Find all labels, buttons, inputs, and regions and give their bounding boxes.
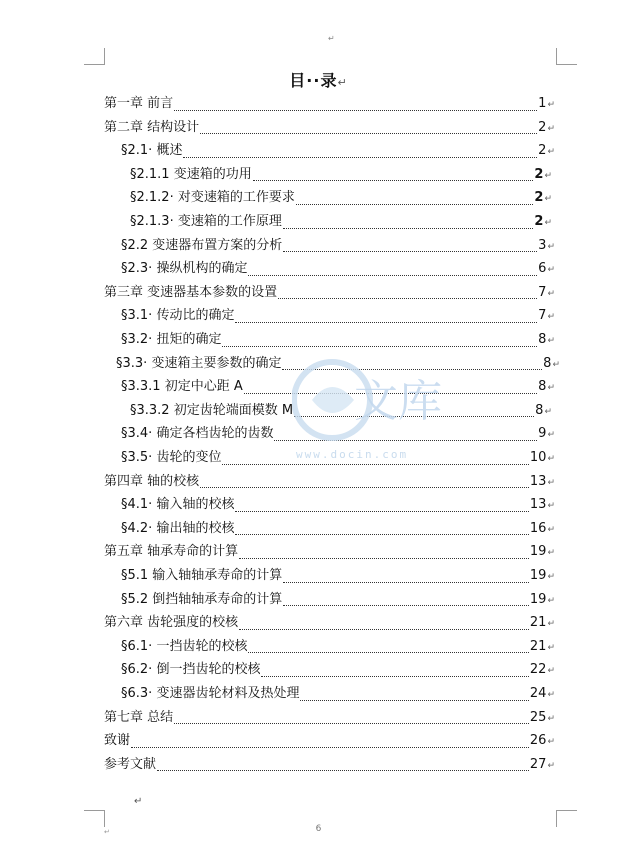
toc-leader-dots — [261, 664, 528, 677]
toc-entry[interactable] — [104, 731, 555, 751]
toc-leader-dots — [131, 735, 529, 748]
toc-entry-page: 2 — [534, 190, 544, 206]
toc-entry-label: 参考文献 — [104, 756, 157, 772]
paragraph-mark: ↵ — [547, 288, 555, 299]
paragraph-mark: ↵ — [547, 595, 555, 606]
toc-entry-label: §2.2 变速器布置方案的分析 — [121, 237, 283, 253]
toc-entry[interactable] — [121, 424, 555, 444]
paragraph-mark: ↵ — [337, 76, 348, 89]
toc-entry-label: 致谢 — [104, 733, 131, 749]
toc-leader-dots — [239, 546, 529, 559]
margin-corner-top-right — [556, 48, 577, 65]
toc-entry[interactable] — [121, 519, 555, 539]
paragraph-mark: ↵ — [547, 454, 555, 464]
toc-leader-dots — [183, 145, 537, 158]
toc-entry-page: 2 — [538, 143, 547, 159]
toc-leader-dots — [235, 522, 528, 535]
toc-entry-label: §3.5· 齿轮的变位 — [121, 450, 222, 465]
toc-leader-dots — [283, 593, 529, 606]
toc-entry-page: 7 — [538, 284, 547, 300]
toc-entry-page: 13 — [529, 497, 547, 513]
paragraph-mark: ↵ — [547, 477, 555, 488]
paragraph-mark: ↵ — [547, 501, 555, 512]
toc-entry-page: 19 — [529, 591, 547, 607]
toc-entry[interactable] — [130, 401, 552, 421]
paragraph-mark: ↵ — [547, 241, 555, 252]
watermark-text: 文库 — [354, 376, 442, 427]
toc-entry[interactable] — [121, 141, 555, 161]
toc-entry-page: 10 — [529, 450, 547, 465]
toc-entry-page: 21 — [529, 638, 547, 654]
toc-leader-dots — [283, 239, 537, 252]
toc-entry-label: §5.1 输入轴轴承寿命的计算 — [121, 568, 283, 583]
toc-entry[interactable] — [104, 94, 555, 114]
paragraph-mark: ↵ — [544, 406, 552, 417]
toc-leader-dots — [235, 499, 528, 512]
paragraph-mark: ↵ — [552, 359, 560, 370]
toc-entry-page: 16 — [529, 520, 547, 536]
toc-leader-dots — [296, 192, 534, 205]
toc-entry-page: 26 — [529, 733, 547, 749]
paragraph-mark: ↵ — [547, 265, 555, 276]
toc-entry[interactable] — [121, 566, 555, 586]
toc-entry-label: §6.3· 变速器齿轮材料及热处理 — [121, 686, 300, 701]
paragraph-mark: ↵ — [547, 548, 555, 559]
toc-entry-label: §3.3.2 初定齿轮端面模数 M — [130, 402, 294, 418]
toc-entry-label: §4.2· 输出轴的校核 — [121, 520, 235, 536]
paragraph-mark: ↵ — [547, 572, 555, 582]
toc-leader-dots — [283, 570, 529, 583]
toc-entry[interactable] — [121, 448, 555, 468]
toc-leader-dots — [244, 381, 537, 394]
toc-leader-dots — [174, 711, 529, 724]
toc-leader-dots — [274, 428, 537, 441]
paragraph-mark: ↵ — [544, 218, 552, 228]
toc-leader-dots — [282, 357, 542, 370]
toc-entry-label: §2.1.2· 对变速箱的工作要求 — [130, 190, 295, 206]
toc-entry-label: §6.1· 一挡齿轮的校核 — [121, 638, 248, 654]
toc-entry-page: 7 — [538, 308, 547, 324]
toc-entry[interactable] — [104, 118, 555, 138]
toc-entry[interactable] — [121, 495, 555, 515]
paragraph-mark: ↵ — [547, 690, 555, 700]
toc-entry-page: 13 — [529, 473, 547, 489]
toc-leader-dots — [222, 452, 528, 465]
toc-entry-label: §3.2· 扭矩的确定 — [121, 332, 222, 347]
toc-entry[interactable] — [121, 590, 555, 610]
toc-entry-label: 第七章 总结 — [104, 709, 174, 725]
paragraph-mark: ↵ — [547, 713, 555, 724]
end-paragraph-mark: ↵ — [134, 796, 143, 807]
paragraph-mark: ↵ — [547, 619, 555, 630]
toc-leader-dots — [174, 98, 537, 111]
toc-entry-page: 9 — [538, 426, 547, 442]
toc-entry[interactable] — [104, 613, 555, 633]
toc-entry[interactable] — [121, 236, 555, 256]
toc-entry-label: §3.3· 变速箱主要参数的确定 — [116, 355, 282, 371]
toc-leader-dots — [248, 640, 528, 653]
toc-entry-label: §3.3.1 初定中心距 A — [121, 379, 243, 395]
toc-entry-label: 第三章 变速器基本参数的设置 — [104, 284, 278, 300]
toc-entry-page: 2 — [538, 119, 547, 135]
toc-entry-label: 第二章 结构设计 — [104, 119, 200, 135]
toc-entry-page: 8 — [538, 379, 547, 395]
toc-entry[interactable] — [104, 472, 555, 492]
toc-entry-page: 19 — [529, 568, 547, 583]
toc-entry-label: §2.3· 操纵机构的确定 — [121, 261, 248, 277]
toc-entry[interactable] — [121, 684, 555, 704]
toc-leader-dots — [157, 758, 529, 771]
toc-entry-label: 第四章 轴的校核 — [104, 473, 200, 489]
toc-entry-page: 1 — [538, 96, 547, 111]
toc-entry[interactable] — [130, 165, 552, 185]
toc-entry-label: §4.1· 输入轴的校核 — [121, 497, 235, 513]
toc-entry-page: 22 — [529, 662, 547, 678]
footer-edge-mark: ↵ — [104, 828, 110, 836]
paragraph-mark: ↵ — [547, 123, 555, 134]
toc-leader-dots — [235, 310, 537, 323]
toc-entry-page: 8 — [538, 332, 547, 347]
toc-entry-label: 第五章 轴承寿命的计算 — [104, 544, 239, 560]
toc-entry-label: §2.1· 概述 — [121, 143, 183, 159]
toc-entry[interactable] — [121, 637, 555, 657]
toc-entry-label: §2.1.3· 变速箱的工作原理 — [130, 214, 282, 229]
toc-title-text: 目··录 — [289, 71, 338, 90]
paragraph-mark: ↵ — [547, 383, 555, 394]
toc-entry-page: 2 — [534, 166, 544, 182]
toc-leader-dots — [253, 168, 534, 181]
toc-entry-page: 8 — [535, 402, 544, 418]
toc-entry[interactable] — [130, 212, 552, 232]
toc-entry[interactable] — [121, 306, 555, 326]
toc-leader-dots — [200, 475, 529, 488]
toc-entry-page: 2 — [534, 214, 544, 229]
toc-leader-dots — [300, 688, 528, 701]
toc-entry-page: 27 — [529, 756, 547, 772]
paragraph-mark: ↵ — [547, 642, 555, 653]
toc-leader-dots — [200, 121, 537, 134]
toc-entry-page: 25 — [529, 709, 547, 725]
paragraph-mark: ↵ — [547, 336, 555, 346]
toc-entry-label: §3.1· 传动比的确定 — [121, 308, 235, 324]
margin-corner-top-left — [84, 48, 105, 65]
toc-entry-page: 8 — [543, 355, 552, 371]
toc-entry-page: 3 — [538, 237, 547, 253]
toc-entry[interactable] — [104, 755, 555, 775]
watermark-url: www.docin.com — [296, 448, 409, 461]
toc-leader-dots — [222, 334, 537, 347]
toc-entry[interactable] — [116, 354, 560, 374]
toc-leader-dots — [294, 404, 534, 417]
paragraph-mark: ↵ — [547, 524, 555, 535]
toc-entry-label: 第六章 齿轮强度的校核 — [104, 615, 239, 631]
paragraph-mark: ↵ — [544, 170, 552, 181]
toc-entry-page: 6 — [538, 261, 547, 277]
toc-entry[interactable] — [104, 542, 555, 562]
paragraph-mark: ↵ — [547, 147, 555, 158]
header-paragraph-mark: ↵ — [328, 34, 335, 43]
page-number: 6 — [315, 824, 322, 834]
paragraph-mark: ↵ — [547, 666, 555, 677]
toc-leader-dots — [248, 263, 537, 276]
toc-entry[interactable] — [121, 259, 555, 279]
paragraph-mark: ↵ — [544, 194, 552, 205]
toc-entry-page: 24 — [529, 686, 547, 701]
toc-entry[interactable] — [121, 377, 555, 397]
toc-entry-label: 第一章 前言 — [104, 96, 174, 111]
paragraph-mark: ↵ — [547, 100, 555, 110]
paragraph-mark: ↵ — [547, 430, 555, 441]
toc-entry-page: 19 — [529, 544, 547, 560]
toc-entry-label: §2.1.1 变速箱的功用 — [130, 166, 252, 182]
toc-entry[interactable] — [121, 660, 555, 680]
toc-entry[interactable] — [104, 708, 555, 728]
toc-leader-dots — [283, 216, 534, 229]
paragraph-mark: ↵ — [547, 312, 555, 323]
toc-title — [0, 68, 637, 91]
paragraph-mark: ↵ — [547, 760, 555, 771]
toc-entry-label: §6.2· 倒一挡齿轮的校核 — [121, 662, 261, 678]
toc-entry[interactable] — [104, 283, 555, 303]
toc-entry-label: §5.2 倒挡轴轴承寿命的计算 — [121, 591, 283, 607]
toc-leader-dots — [239, 617, 529, 630]
toc-entry[interactable] — [130, 188, 552, 208]
toc-entry-page: 21 — [529, 615, 547, 631]
paragraph-mark: ↵ — [547, 737, 555, 748]
toc-leader-dots — [278, 286, 537, 299]
toc-entry[interactable] — [121, 330, 555, 350]
toc-entry-label: §3.4· 确定各档齿轮的齿数 — [121, 426, 274, 442]
